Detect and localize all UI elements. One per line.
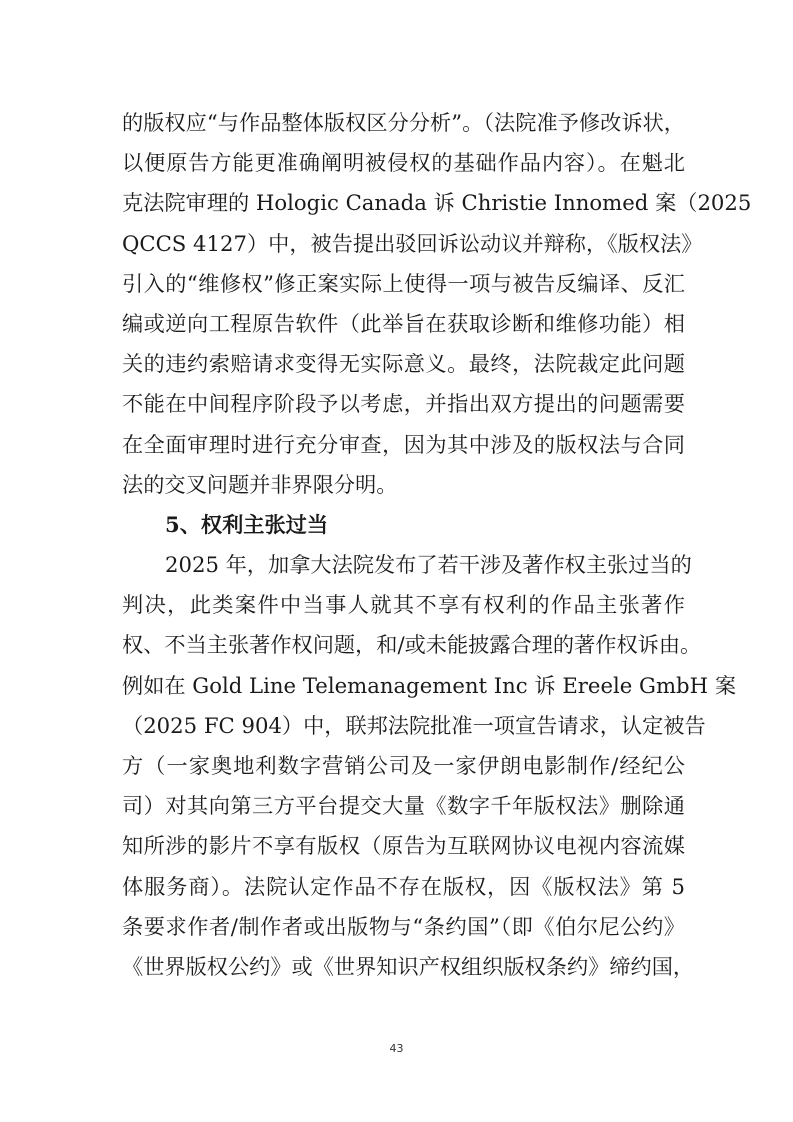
body-text (122, 103, 752, 987)
text-line: 引入的“维修权”修正案实际上使得一项与被告反编译、反汇 (122, 270, 685, 296)
text-line: 的版权应“与作品整体版权区分分析”。（法院准予修改诉状， (122, 110, 685, 135)
text-line: 司）对其向第三方平台提交大量《数字千年版权法》删除通 (122, 793, 685, 819)
section-heading: 5、权利主张过当 (165, 511, 329, 537)
text-line: 体服务商）。法院认定作品不存在版权，因《版权法》第 5 (122, 873, 685, 899)
text-line: （2025 FC 904）中，联邦法院批准一项宣告请求，认定被告 (122, 712, 706, 738)
text-line: 2025 年，加拿大法院发布了若干涉及著作权主张过当的 (165, 552, 692, 578)
text-line: 法的交叉问题并非界限分明。 (122, 471, 398, 497)
text-line: 不能在中间程序阶段予以考虑，并指出双方提出的问题需要 (122, 391, 685, 417)
page-number: 43 (389, 1042, 404, 1055)
text-line: 方（一家奥地利数字营销公司及一家伊朗电影制作/经纪公 (122, 753, 685, 778)
text-line: 以便原告方能更准确阐明被侵权的基础作品内容）。在魁北 (122, 150, 685, 176)
text-line: QCCS 4127）中，被告提出驳回诉讼动议并辩称，《版权法》 (122, 230, 703, 256)
text-line: 关的违约索赔请求变得无实际意义。最终，法院裁定此问题 (122, 351, 685, 377)
text-line: 判决，此类案件中当事人就其不享有权利的作品主张著作 (122, 592, 685, 618)
text-line: 克法院审理的 Hologic Canada 诉 Christie Innomed 案（2025 (122, 190, 752, 216)
text-line: 知所涉的影片不享有版权（原告为互联网协议电视内容流媒 (122, 833, 685, 859)
text-line: 编或逆向工程原告软件（此举旨在获取诊断和维修功能）相 (122, 310, 685, 336)
text-line: 条要求作者/制作者或出版物与“条约国”（即《伯尔尼公约》 (122, 913, 685, 939)
text-line: 权、不当主张著作权问题，和/或未能披露合理的著作权诉由。 (122, 632, 702, 658)
text-line: 例如在 Gold Line Telemanagement Inc 诉 Ereele GmbH 案 (122, 672, 737, 698)
text-line: 《世界版权公约》或《世界知识产权组织版权条约》缔约国， (122, 953, 695, 979)
text-line: 在全面审理时进行充分审查，因为其中涉及的版权法与合同 (122, 431, 685, 457)
